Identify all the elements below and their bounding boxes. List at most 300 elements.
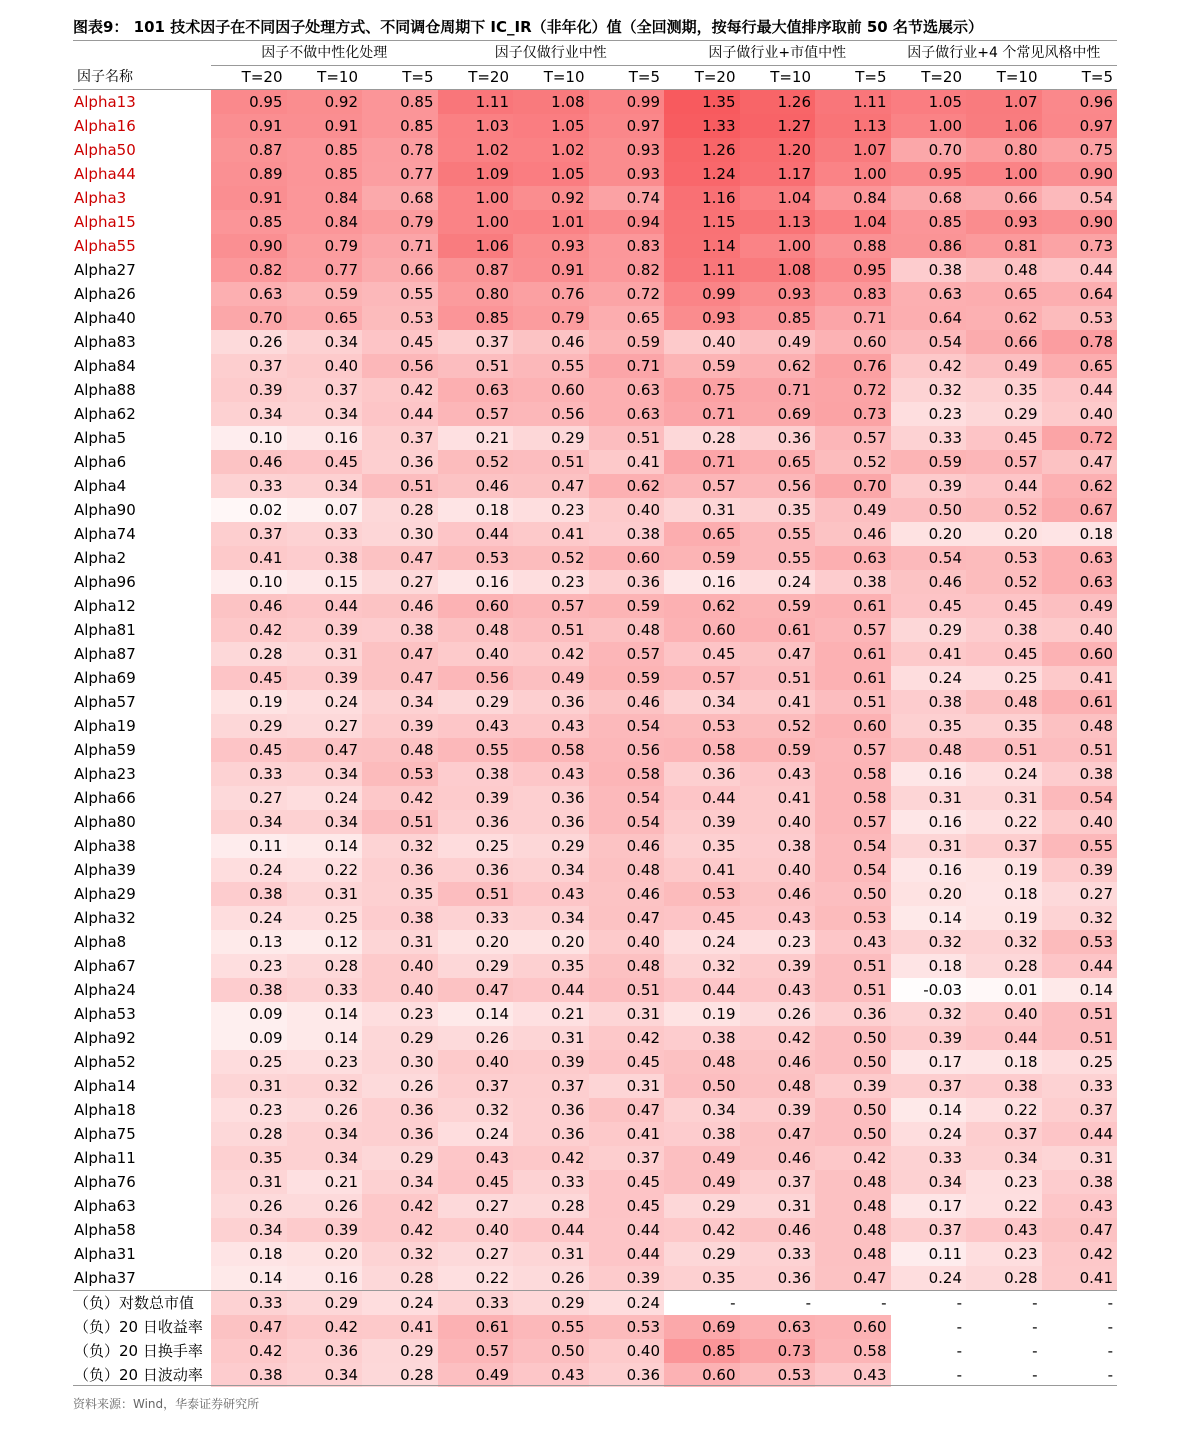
ic-ir-value-cell: 0.37 bbox=[362, 426, 438, 450]
ic-ir-value-cell: 0.22 bbox=[287, 858, 363, 882]
factor-name-cell: Alpha63 bbox=[74, 1197, 136, 1215]
ic-ir-value-cell: 0.50 bbox=[815, 1050, 891, 1074]
factor-row bbox=[73, 1098, 1117, 1122]
ic-ir-value-cell: 0.57 bbox=[513, 594, 589, 618]
ic-ir-value-cell: 0.84 bbox=[287, 210, 363, 234]
ic-ir-value-cell: 0.95 bbox=[815, 258, 891, 282]
factor-name-cell: Alpha19 bbox=[74, 717, 136, 735]
ic-ir-value-cell: 0.16 bbox=[891, 810, 967, 834]
ic-ir-value-cell: 0.43 bbox=[513, 714, 589, 738]
ic-ir-value-cell: 0.45 bbox=[287, 450, 363, 474]
ic-ir-value-cell: 0.34 bbox=[513, 906, 589, 930]
factor-row bbox=[73, 498, 1117, 522]
ic-ir-value-cell: 0.53 bbox=[966, 546, 1042, 570]
ic-ir-value-cell: 0.93 bbox=[740, 282, 816, 306]
factor-row bbox=[73, 138, 1117, 162]
ic-ir-value-cell: 0.29 bbox=[513, 834, 589, 858]
factor-row bbox=[73, 882, 1117, 906]
ic-ir-value-cell: -0.03 bbox=[891, 978, 967, 1002]
ic-ir-value-cell: 0.47 bbox=[740, 642, 816, 666]
period-header-cell: T=5 bbox=[402, 68, 434, 86]
ic-ir-value-cell: 0.14 bbox=[287, 1002, 363, 1026]
ic-ir-value-cell: 0.57 bbox=[438, 1339, 514, 1363]
ic-ir-value-cell: 0.24 bbox=[589, 1291, 665, 1316]
ic-ir-value-cell: 0.18 bbox=[1042, 522, 1118, 546]
ic-ir-value-cell: 0.17 bbox=[891, 1050, 967, 1074]
ic-ir-value-cell: 0.50 bbox=[664, 1074, 740, 1098]
ic-ir-value-cell: 0.33 bbox=[211, 474, 287, 498]
ic-ir-value-cell: 0.33 bbox=[513, 1170, 589, 1194]
ic-ir-value-cell: 0.32 bbox=[891, 1002, 967, 1026]
ic-ir-value-cell: 0.59 bbox=[589, 666, 665, 690]
ic-ir-value-cell: 0.97 bbox=[1042, 114, 1118, 138]
ic-ir-value-cell: 0.53 bbox=[1042, 930, 1118, 954]
ic-ir-value-cell: 0.52 bbox=[438, 450, 514, 474]
ic-ir-value-cell: 0.33 bbox=[1042, 1074, 1118, 1098]
factor-row bbox=[73, 906, 1117, 930]
ic-ir-value-cell: 0.29 bbox=[664, 1242, 740, 1266]
factor-name-cell: Alpha84 bbox=[74, 357, 136, 375]
factor-name-cell: （负）20 日波动率 bbox=[74, 1366, 203, 1384]
ic-ir-value-cell: 0.40 bbox=[589, 930, 665, 954]
ic-ir-value-cell: 0.32 bbox=[891, 378, 967, 402]
period-header-cell: T=10 bbox=[770, 68, 812, 86]
ic-ir-value-cell: 1.05 bbox=[891, 90, 967, 115]
ic-ir-value-cell: 0.10 bbox=[211, 570, 287, 594]
bottom-rule bbox=[73, 1385, 1117, 1386]
group-header-row bbox=[73, 42, 1117, 66]
ic-ir-value-cell: 0.84 bbox=[287, 186, 363, 210]
ic-ir-value-cell: 0.12 bbox=[287, 930, 363, 954]
ic-ir-value-cell: 0.53 bbox=[1042, 306, 1118, 330]
ic-ir-value-cell: 0.52 bbox=[966, 498, 1042, 522]
ic-ir-value-cell: 0.07 bbox=[287, 498, 363, 522]
ic-ir-value-cell: 0.41 bbox=[362, 1315, 438, 1339]
factor-row bbox=[73, 1194, 1117, 1218]
ic-ir-value-cell: 0.39 bbox=[891, 1026, 967, 1050]
ic-ir-value-cell: 0.36 bbox=[362, 858, 438, 882]
ic-ir-value-cell: 0.29 bbox=[664, 1194, 740, 1218]
factor-row bbox=[73, 1122, 1117, 1146]
ic-ir-value-cell: 0.91 bbox=[287, 114, 363, 138]
ic-ir-value-cell: 0.42 bbox=[211, 1339, 287, 1363]
ic-ir-value-cell: 0.71 bbox=[664, 450, 740, 474]
ic-ir-value-cell: 1.24 bbox=[664, 162, 740, 186]
ic-ir-value-cell: 0.33 bbox=[891, 426, 967, 450]
ic-ir-value-cell: 0.37 bbox=[438, 330, 514, 354]
benchmark-row bbox=[73, 1363, 1117, 1387]
factor-row bbox=[73, 930, 1117, 954]
ic-ir-value-cell: 0.91 bbox=[211, 114, 287, 138]
ic-ir-value-cell: 0.83 bbox=[815, 282, 891, 306]
ic-ir-value-cell: 0.36 bbox=[513, 810, 589, 834]
ic-ir-value-cell: 0.40 bbox=[740, 858, 816, 882]
ic-ir-value-cell: 0.57 bbox=[815, 738, 891, 762]
factor-row bbox=[73, 114, 1117, 138]
factor-row bbox=[73, 378, 1117, 402]
ic-ir-value-cell: 0.27 bbox=[438, 1194, 514, 1218]
ic-ir-value-cell: 0.45 bbox=[211, 738, 287, 762]
ic-ir-value-cell: 0.25 bbox=[211, 1050, 287, 1074]
ic-ir-value-cell: 0.47 bbox=[589, 906, 665, 930]
ic-ir-value-cell: 0.56 bbox=[513, 402, 589, 426]
ic-ir-value-cell: 0.43 bbox=[1042, 1194, 1118, 1218]
ic-ir-value-cell: 0.43 bbox=[966, 1218, 1042, 1242]
factor-row bbox=[73, 90, 1117, 115]
ic-ir-value-cell: 0.34 bbox=[211, 402, 287, 426]
ic-ir-value-cell: 0.62 bbox=[589, 474, 665, 498]
ic-ir-value-cell: 0.34 bbox=[287, 762, 363, 786]
ic-ir-value-cell: 0.28 bbox=[362, 498, 438, 522]
ic-ir-value-cell: 0.34 bbox=[287, 1363, 363, 1387]
ic-ir-value-cell: 0.54 bbox=[815, 858, 891, 882]
ic-ir-value-cell: 0.55 bbox=[740, 546, 816, 570]
ic-ir-value-cell: 0.25 bbox=[966, 666, 1042, 690]
ic-ir-value-cell: 0.37 bbox=[966, 1122, 1042, 1146]
ic-ir-value-cell: 0.61 bbox=[438, 1315, 514, 1339]
ic-ir-value-cell: 0.51 bbox=[1042, 1026, 1118, 1050]
ic-ir-value-cell: 0.14 bbox=[287, 834, 363, 858]
ic-ir-value-cell: 0.41 bbox=[740, 690, 816, 714]
ic-ir-value-cell: - bbox=[1042, 1339, 1118, 1363]
ic-ir-value-cell: 0.31 bbox=[287, 642, 363, 666]
ic-ir-value-cell: 0.14 bbox=[211, 1266, 287, 1291]
factor-name-cell: Alpha44 bbox=[74, 165, 136, 183]
ic-ir-value-cell: 0.20 bbox=[513, 930, 589, 954]
ic-ir-value-cell: 0.58 bbox=[664, 738, 740, 762]
factor-name-cell: Alpha62 bbox=[74, 405, 136, 423]
ic-ir-value-cell: 0.36 bbox=[287, 1339, 363, 1363]
ic-ir-value-cell: 0.48 bbox=[966, 690, 1042, 714]
ic-ir-value-cell: 0.18 bbox=[966, 1050, 1042, 1074]
ic-ir-value-cell: 0.87 bbox=[438, 258, 514, 282]
factor-name-cell: Alpha50 bbox=[74, 141, 136, 159]
ic-ir-value-cell: 0.38 bbox=[362, 906, 438, 930]
ic-ir-value-cell: 0.85 bbox=[438, 306, 514, 330]
ic-ir-value-cell: 0.25 bbox=[287, 906, 363, 930]
ic-ir-value-cell: 0.35 bbox=[362, 882, 438, 906]
ic-ir-value-cell: 0.18 bbox=[438, 498, 514, 522]
ic-ir-value-cell: 0.35 bbox=[664, 834, 740, 858]
ic-ir-value-cell: 0.85 bbox=[891, 210, 967, 234]
ic-ir-value-cell: 0.31 bbox=[513, 1242, 589, 1266]
ic-ir-value-cell: 0.43 bbox=[815, 1363, 891, 1387]
ic-ir-value-cell: 0.85 bbox=[211, 210, 287, 234]
ic-ir-value-cell: 0.31 bbox=[589, 1002, 665, 1026]
ic-ir-value-cell: 0.46 bbox=[513, 330, 589, 354]
ic-ir-value-cell: 0.43 bbox=[438, 1146, 514, 1170]
factor-name-cell: Alpha13 bbox=[74, 93, 136, 111]
factor-row bbox=[73, 1218, 1117, 1242]
period-header-cell: T=5 bbox=[855, 68, 887, 86]
ic-ir-value-cell: 1.11 bbox=[664, 258, 740, 282]
ic-ir-value-cell: 0.38 bbox=[287, 546, 363, 570]
factor-name-cell: Alpha57 bbox=[74, 693, 136, 711]
ic-ir-value-cell: 0.55 bbox=[740, 522, 816, 546]
ic-ir-value-cell: 0.92 bbox=[287, 90, 363, 115]
ic-ir-value-cell: 0.31 bbox=[891, 834, 967, 858]
ic-ir-value-cell: 0.63 bbox=[815, 546, 891, 570]
ic-ir-value-cell: 0.61 bbox=[740, 618, 816, 642]
ic-ir-value-cell: 0.54 bbox=[589, 714, 665, 738]
ic-ir-value-cell: 0.61 bbox=[1042, 690, 1118, 714]
ic-ir-value-cell: 0.51 bbox=[438, 354, 514, 378]
ic-ir-value-cell: 1.05 bbox=[513, 114, 589, 138]
ic-ir-value-cell: 0.31 bbox=[740, 1194, 816, 1218]
ic-ir-value-cell: - bbox=[1042, 1315, 1118, 1339]
ic-ir-value-cell: 0.39 bbox=[287, 1218, 363, 1242]
ic-ir-value-cell: 0.29 bbox=[287, 1291, 363, 1316]
ic-ir-value-cell: 0.47 bbox=[362, 546, 438, 570]
ic-ir-value-cell: 0.51 bbox=[1042, 1002, 1118, 1026]
ic-ir-value-cell: 0.33 bbox=[287, 522, 363, 546]
ic-ir-value-cell: 0.36 bbox=[513, 1098, 589, 1122]
ic-ir-value-cell: 1.33 bbox=[664, 114, 740, 138]
ic-ir-value-cell: 0.52 bbox=[740, 714, 816, 738]
ic-ir-value-cell: 0.51 bbox=[966, 738, 1042, 762]
ic-ir-value-cell: 0.46 bbox=[438, 474, 514, 498]
ic-ir-value-cell: 0.39 bbox=[211, 378, 287, 402]
ic-ir-value-cell: 0.60 bbox=[815, 714, 891, 738]
factor-name-header: 因子名称 bbox=[77, 68, 133, 85]
factor-row bbox=[73, 234, 1117, 258]
ic-ir-value-cell: 0.75 bbox=[1042, 138, 1118, 162]
ic-ir-value-cell: 0.38 bbox=[815, 570, 891, 594]
ic-ir-value-cell: 1.09 bbox=[438, 162, 514, 186]
ic-ir-value-cell: 0.45 bbox=[664, 642, 740, 666]
ic-ir-value-cell: 0.45 bbox=[589, 1170, 665, 1194]
ic-ir-value-cell: 0.56 bbox=[740, 474, 816, 498]
ic-ir-value-cell: 0.34 bbox=[362, 1170, 438, 1194]
ic-ir-value-cell: 0.63 bbox=[589, 378, 665, 402]
ic-ir-value-cell: 0.27 bbox=[211, 786, 287, 810]
ic-ir-value-cell: 0.40 bbox=[438, 642, 514, 666]
ic-ir-value-cell: 0.29 bbox=[513, 1291, 589, 1316]
factor-row bbox=[73, 786, 1117, 810]
ic-ir-value-cell: 0.42 bbox=[664, 1218, 740, 1242]
ic-ir-value-cell: 0.46 bbox=[211, 594, 287, 618]
ic-ir-value-cell: 0.24 bbox=[966, 762, 1042, 786]
ic-ir-value-cell: 1.20 bbox=[740, 138, 816, 162]
ic-ir-value-cell: 0.76 bbox=[513, 282, 589, 306]
factor-row bbox=[73, 1170, 1117, 1194]
ic-ir-value-cell: 0.26 bbox=[513, 1266, 589, 1291]
benchmark-row bbox=[73, 1339, 1117, 1363]
factor-name-cell: Alpha38 bbox=[74, 837, 136, 855]
ic-ir-value-cell: 0.28 bbox=[362, 1266, 438, 1291]
ic-ir-value-cell: 0.38 bbox=[362, 618, 438, 642]
source-note: 资料来源：Wind，华泰证券研究所 bbox=[73, 1397, 260, 1411]
ic-ir-value-cell: 0.58 bbox=[815, 786, 891, 810]
ic-ir-value-cell: 0.40 bbox=[1042, 810, 1118, 834]
ic-ir-value-cell: 0.59 bbox=[891, 450, 967, 474]
factor-name-cell: Alpha29 bbox=[74, 885, 136, 903]
ic-ir-value-cell: 0.32 bbox=[1042, 906, 1118, 930]
ic-ir-value-cell: 0.66 bbox=[362, 258, 438, 282]
factor-name-cell: （负）对数总市值 bbox=[73, 1291, 211, 1316]
ic-ir-value-cell: 0.31 bbox=[664, 498, 740, 522]
factor-name-cell: Alpha14 bbox=[74, 1077, 136, 1095]
ic-ir-value-cell: 0.49 bbox=[740, 330, 816, 354]
ic-ir-value-cell: 0.40 bbox=[1042, 618, 1118, 642]
ic-ir-value-cell: 1.00 bbox=[966, 162, 1042, 186]
ic-ir-value-cell: 0.65 bbox=[966, 282, 1042, 306]
ic-ir-value-cell: - bbox=[891, 1291, 967, 1316]
ic-ir-value-cell: 0.45 bbox=[664, 906, 740, 930]
ic-ir-value-cell: 1.07 bbox=[815, 138, 891, 162]
ic-ir-value-cell: 0.60 bbox=[815, 1315, 891, 1339]
ic-ir-value-cell: 0.46 bbox=[211, 450, 287, 474]
top-rule bbox=[73, 40, 1117, 41]
ic-ir-value-cell: 1.13 bbox=[815, 114, 891, 138]
ic-ir-value-cell: 0.16 bbox=[891, 858, 967, 882]
ic-ir-value-cell: 0.33 bbox=[211, 1291, 287, 1316]
ic-ir-value-cell: 0.26 bbox=[211, 330, 287, 354]
ic-ir-value-cell: 0.60 bbox=[815, 330, 891, 354]
ic-ir-value-cell: 0.43 bbox=[513, 882, 589, 906]
ic-ir-value-cell: 0.37 bbox=[438, 1074, 514, 1098]
ic-ir-value-cell: 0.41 bbox=[891, 642, 967, 666]
factor-name-cell: Alpha40 bbox=[74, 309, 136, 327]
ic-ir-value-cell: 0.51 bbox=[815, 690, 891, 714]
ic-ir-value-cell: 1.04 bbox=[740, 186, 816, 210]
factor-name-cell: （负）20 日收益率 bbox=[74, 1318, 203, 1336]
ic-ir-value-cell: 0.40 bbox=[438, 1218, 514, 1242]
ic-ir-value-cell: 0.32 bbox=[362, 1242, 438, 1266]
ic-ir-value-cell: 0.24 bbox=[287, 786, 363, 810]
ic-ir-value-cell: 0.65 bbox=[664, 522, 740, 546]
ic-ir-value-cell: 0.63 bbox=[589, 402, 665, 426]
ic-ir-value-cell: 0.37 bbox=[740, 1170, 816, 1194]
ic-ir-value-cell: 0.51 bbox=[740, 666, 816, 690]
ic-ir-value-cell: 0.34 bbox=[513, 858, 589, 882]
ic-ir-value-cell: 0.71 bbox=[740, 378, 816, 402]
ic-ir-value-cell: 0.57 bbox=[815, 426, 891, 450]
ic-ir-value-cell: 0.46 bbox=[589, 834, 665, 858]
factor-row bbox=[73, 426, 1117, 450]
ic-ir-value-cell: 0.23 bbox=[966, 1170, 1042, 1194]
ic-ir-value-cell: 0.34 bbox=[287, 810, 363, 834]
ic-ir-value-cell: 0.77 bbox=[362, 162, 438, 186]
ic-ir-value-cell: 0.85 bbox=[287, 162, 363, 186]
factor-name-cell: Alpha69 bbox=[74, 669, 136, 687]
factor-row bbox=[73, 1050, 1117, 1074]
ic-ir-value-cell: 0.30 bbox=[362, 1050, 438, 1074]
ic-ir-value-cell: 0.29 bbox=[211, 714, 287, 738]
ic-ir-value-cell: 0.26 bbox=[740, 1002, 816, 1026]
ic-ir-value-cell: 0.32 bbox=[287, 1074, 363, 1098]
ic-ir-value-cell: 0.38 bbox=[438, 762, 514, 786]
ic-ir-value-cell: - bbox=[815, 1291, 891, 1316]
ic-ir-value-cell: 0.43 bbox=[740, 978, 816, 1002]
ic-ir-value-cell: 0.39 bbox=[513, 1050, 589, 1074]
ic-ir-value-cell: 0.38 bbox=[211, 978, 287, 1002]
ic-ir-value-cell: 0.24 bbox=[211, 906, 287, 930]
ic-ir-value-cell: 1.00 bbox=[740, 234, 816, 258]
ic-ir-value-cell: 0.73 bbox=[740, 1339, 816, 1363]
ic-ir-value-cell: - bbox=[891, 1315, 967, 1339]
ic-ir-value-cell: 0.38 bbox=[664, 1026, 740, 1050]
ic-ir-value-cell: 0.63 bbox=[211, 282, 287, 306]
table-body bbox=[73, 90, 1117, 1388]
ic-ir-value-cell: 1.16 bbox=[664, 186, 740, 210]
ic-ir-value-cell: 0.39 bbox=[589, 1266, 665, 1291]
ic-ir-value-cell: 0.25 bbox=[1042, 1050, 1118, 1074]
ic-ir-value-cell: 0.73 bbox=[1042, 234, 1118, 258]
ic-ir-value-cell: 0.22 bbox=[966, 1098, 1042, 1122]
ic-ir-value-cell: 0.01 bbox=[966, 978, 1042, 1002]
group-header-industry-cap-neutral: 因子做行业+市值中性 bbox=[664, 42, 891, 66]
ic-ir-value-cell: 0.42 bbox=[211, 618, 287, 642]
ic-ir-value-cell: 0.47 bbox=[1042, 450, 1118, 474]
ic-ir-value-cell: 0.26 bbox=[287, 1098, 363, 1122]
ic-ir-value-cell: 0.21 bbox=[287, 1170, 363, 1194]
factor-row bbox=[73, 834, 1117, 858]
ic-ir-value-cell: 0.14 bbox=[891, 906, 967, 930]
ic-ir-value-cell: 0.61 bbox=[815, 642, 891, 666]
ic-ir-value-cell: 0.39 bbox=[740, 954, 816, 978]
ic-ir-value-cell: 0.41 bbox=[1042, 666, 1118, 690]
factor-row bbox=[73, 330, 1117, 354]
ic-ir-value-cell: 0.60 bbox=[513, 378, 589, 402]
factor-row bbox=[73, 258, 1117, 282]
ic-ir-value-cell: 0.28 bbox=[966, 1266, 1042, 1291]
ic-ir-value-cell: 0.54 bbox=[589, 810, 665, 834]
factor-name-cell: Alpha24 bbox=[74, 981, 136, 999]
ic-ir-value-cell: - bbox=[891, 1363, 967, 1387]
factor-name-cell: Alpha83 bbox=[74, 333, 136, 351]
factor-name-cell: Alpha39 bbox=[74, 861, 136, 879]
ic-ir-value-cell: 0.41 bbox=[664, 858, 740, 882]
ic-ir-value-cell: 0.45 bbox=[362, 330, 438, 354]
ic-ir-value-cell: 0.54 bbox=[1042, 186, 1118, 210]
ic-ir-value-cell: 0.41 bbox=[589, 1122, 665, 1146]
ic-ir-value-cell: 0.16 bbox=[287, 1266, 363, 1291]
ic-ir-value-cell: 0.39 bbox=[362, 714, 438, 738]
ic-ir-value-cell: 0.27 bbox=[1042, 882, 1118, 906]
factor-name-cell: Alpha5 bbox=[74, 429, 127, 447]
ic-ir-value-cell: 0.97 bbox=[589, 114, 665, 138]
ic-ir-value-cell: 0.18 bbox=[966, 882, 1042, 906]
factor-name-cell: Alpha88 bbox=[74, 381, 136, 399]
ic-ir-value-cell: 0.36 bbox=[513, 786, 589, 810]
ic-ir-value-cell: 0.44 bbox=[362, 402, 438, 426]
ic-ir-value-cell: 0.18 bbox=[211, 1242, 287, 1266]
ic-ir-value-cell: 0.44 bbox=[1042, 1122, 1118, 1146]
ic-ir-value-cell: 0.24 bbox=[740, 570, 816, 594]
ic-ir-value-cell: 0.53 bbox=[589, 1315, 665, 1339]
ic-ir-value-cell: 0.37 bbox=[891, 1074, 967, 1098]
ic-ir-value-cell: 0.46 bbox=[740, 1050, 816, 1074]
ic-ir-value-cell: 0.79 bbox=[362, 210, 438, 234]
ic-ir-value-cell: 0.39 bbox=[664, 810, 740, 834]
ic-ir-value-cell: 0.52 bbox=[966, 570, 1042, 594]
ic-ir-value-cell: 0.44 bbox=[589, 1242, 665, 1266]
ic-ir-value-cell: 0.24 bbox=[891, 1266, 967, 1291]
ic-ir-value-cell: 0.72 bbox=[589, 282, 665, 306]
factor-name-cell: Alpha8 bbox=[74, 933, 127, 951]
ic-ir-value-cell: 0.49 bbox=[1042, 594, 1118, 618]
ic-ir-value-cell: 0.34 bbox=[211, 1218, 287, 1242]
factor-row bbox=[73, 450, 1117, 474]
ic-ir-value-cell: 0.36 bbox=[362, 1122, 438, 1146]
ic-ir-value-cell: 0.29 bbox=[362, 1146, 438, 1170]
ic-ir-value-cell: 0.82 bbox=[211, 258, 287, 282]
ic-ir-value-cell: 0.57 bbox=[815, 810, 891, 834]
factor-name-cell: Alpha3 bbox=[74, 189, 127, 207]
ic-ir-value-cell: 1.27 bbox=[740, 114, 816, 138]
ic-ir-value-cell: 0.20 bbox=[966, 522, 1042, 546]
